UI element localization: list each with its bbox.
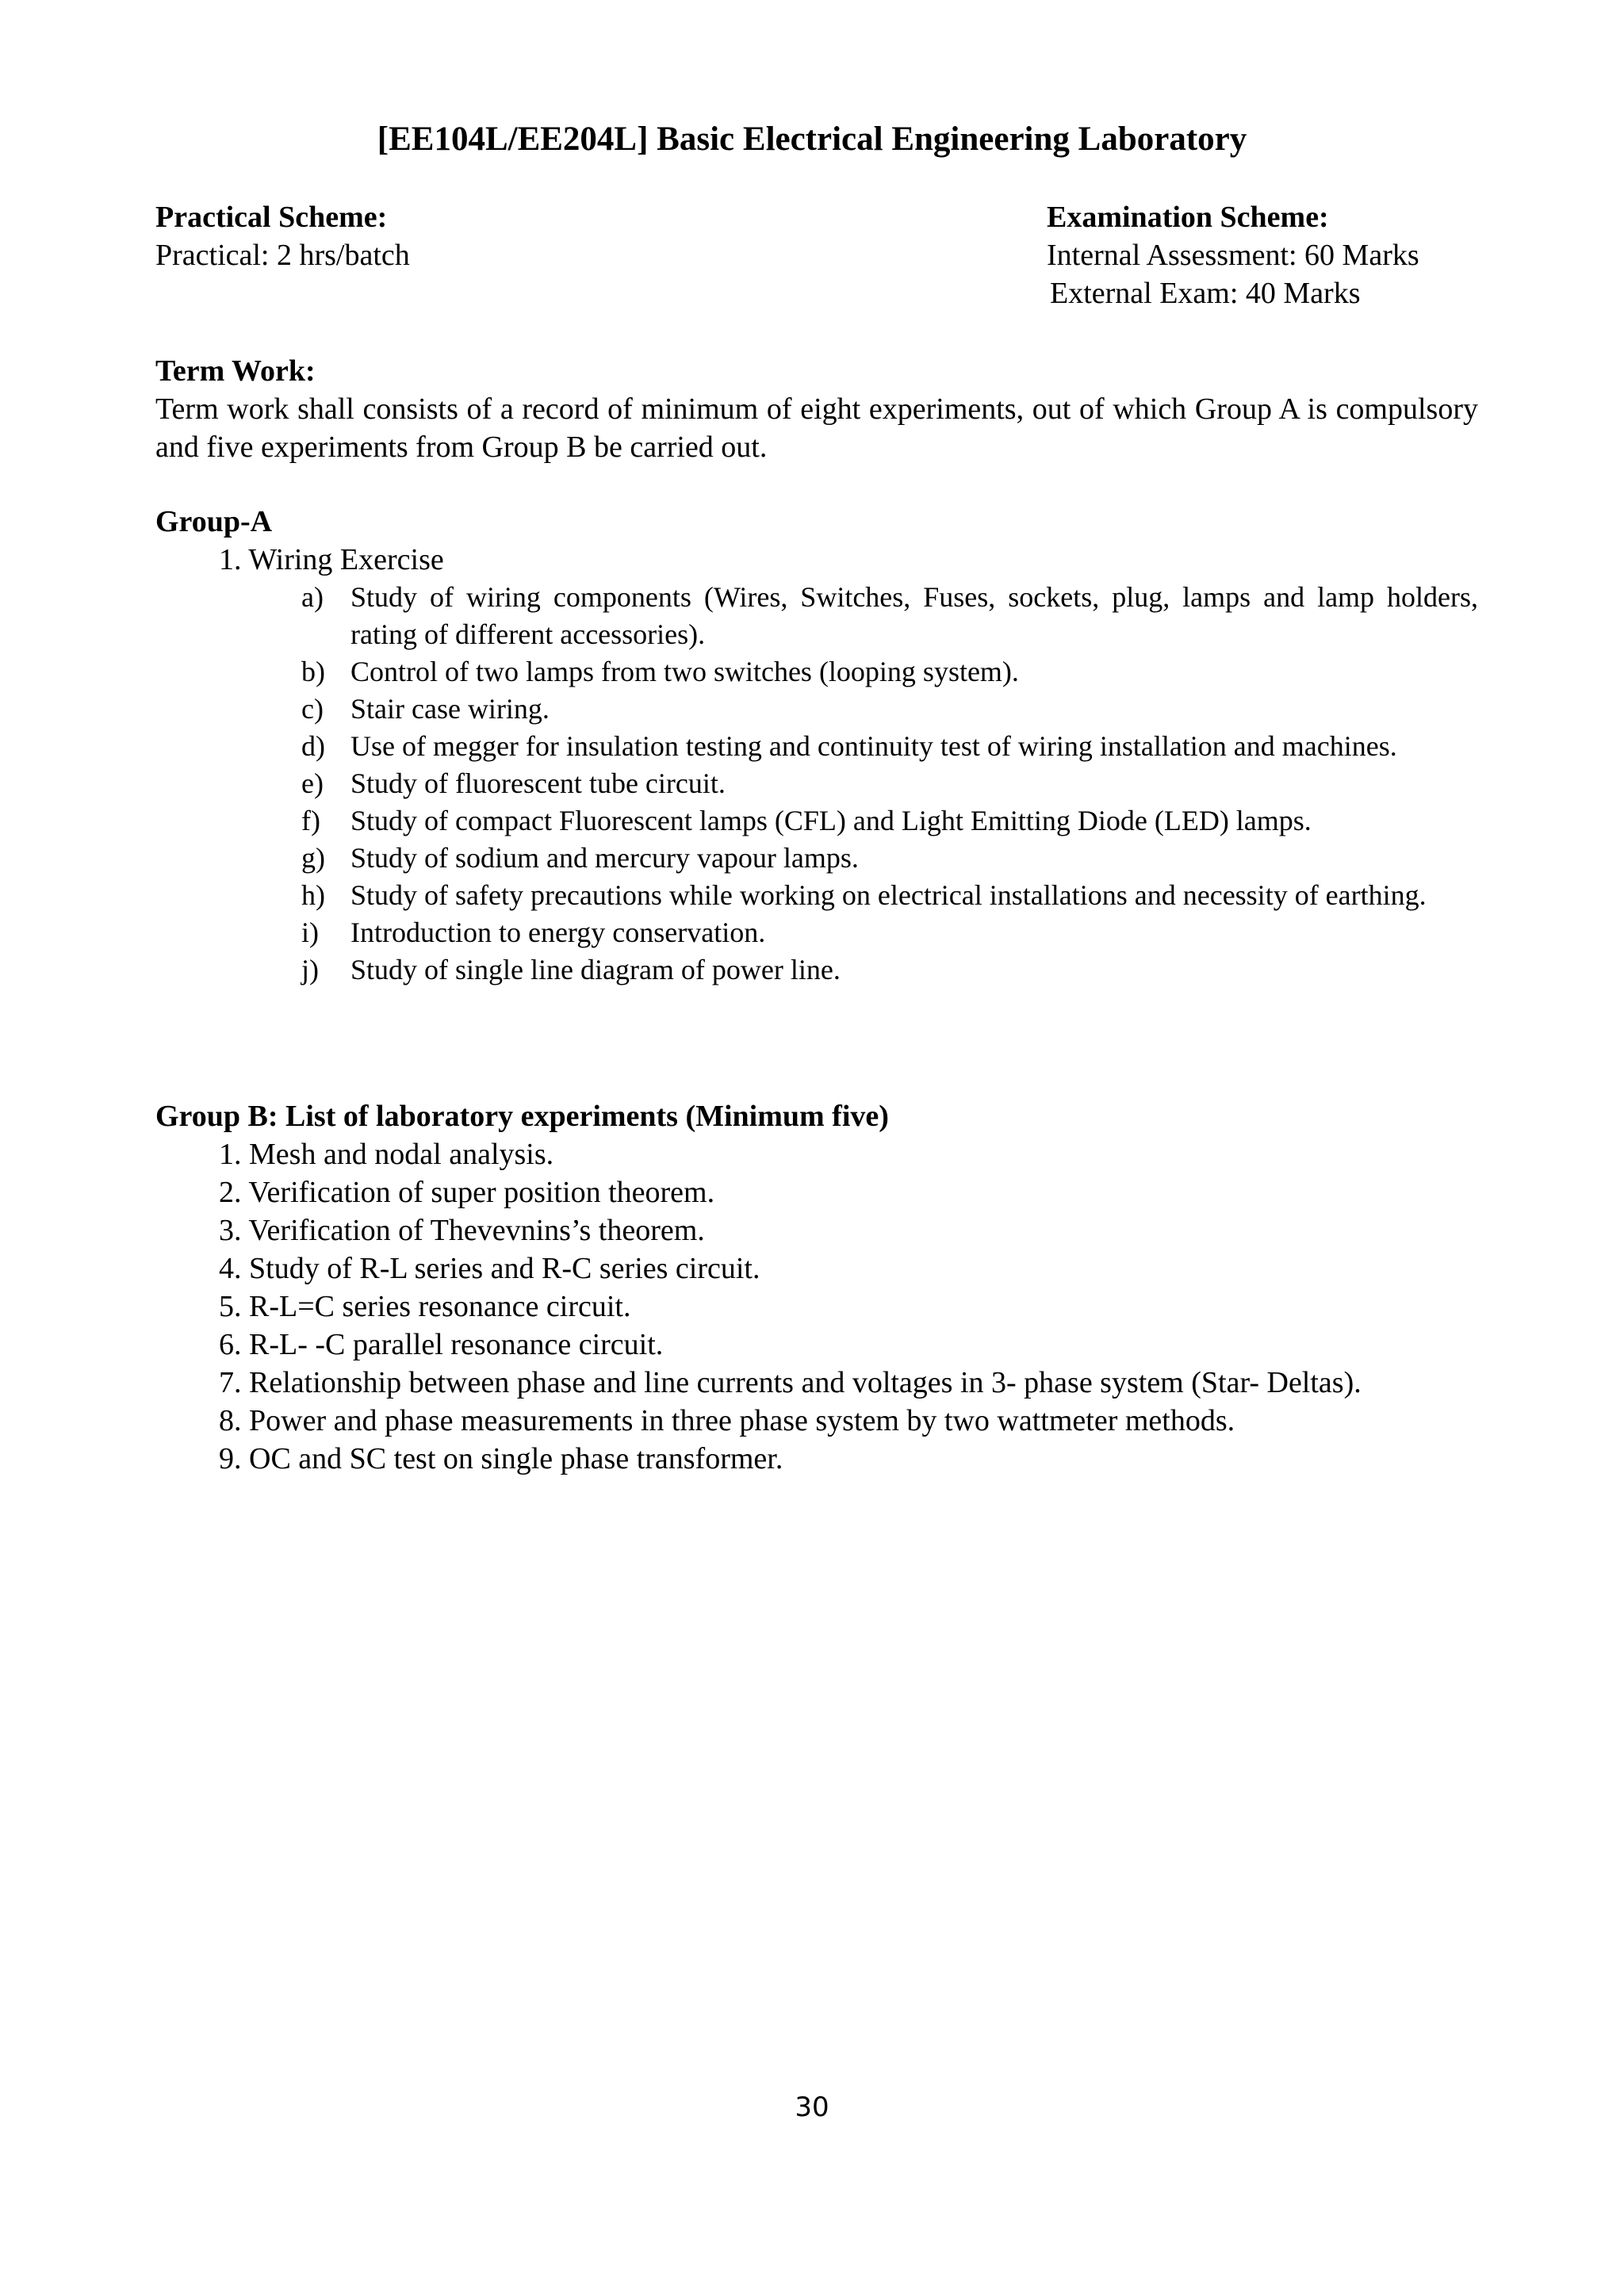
- practical-scheme-line: Practical: 2 hrs/batch: [155, 239, 410, 272]
- term-work-heading: Term Work:: [155, 354, 316, 388]
- list-marker: j): [301, 954, 319, 985]
- page-title: [EE104L/EE204L] Basic Electrical Engineering Laboratory: [377, 121, 1247, 158]
- list-item: 8. Power and phase measurements in three phase system by two wattmeter methods.: [219, 1404, 1235, 1437]
- list-item: 3. Verification of Thevevnins’s theorem.: [219, 1214, 705, 1247]
- list-item: [155, 728, 1478, 765]
- list-item: [155, 951, 1478, 989]
- list-item: [155, 914, 1478, 951]
- list-marker: d): [301, 730, 325, 762]
- group-a-section: [155, 503, 1478, 989]
- external-exam: External Exam: 40 Marks: [1050, 277, 1361, 310]
- list-item-text: Use of megger for insulation testing and continuity test of wiring installation and machines.: [350, 730, 1397, 762]
- group-b-section: [155, 1097, 1478, 1478]
- list-marker: h): [301, 879, 325, 911]
- list-marker: a): [301, 581, 324, 613]
- list-marker: e): [301, 767, 324, 799]
- group-b-list: [155, 1135, 1478, 1478]
- practical-scheme: [155, 198, 410, 274]
- list-marker: b): [301, 656, 325, 687]
- term-work-text: Term work shall consists of a record of minimum of eight experiments, out of which Group A is compulsory and five experiments from Group B be carried out.: [155, 392, 1478, 464]
- list-item-text: Control of two lamps from two switches (looping system).: [350, 656, 1019, 687]
- list-item: [155, 691, 1478, 728]
- list-item: 4. Study of R-L series and R-C series circuit.: [219, 1252, 760, 1285]
- list-item-text: Introduction to energy conservation.: [350, 916, 766, 948]
- list-item-text: Study of wiring components (Wires, Switches, Fuses, sockets, plug, lamps and lamp holders, rating of different accessories).: [350, 581, 1478, 650]
- list-item-text: Study of compact Fluorescent lamps (CFL) and Light Emitting Diode (LED) lamps.: [350, 805, 1312, 836]
- internal-assessment: Internal Assessment: 60 Marks: [1047, 239, 1419, 272]
- list-item-text: Study of sodium and mercury vapour lamps.: [350, 842, 859, 874]
- list-item: [155, 579, 1478, 653]
- group-b-heading: Group B: List of laboratory experiments (Minimum five): [155, 1100, 889, 1133]
- list-marker: f): [301, 805, 320, 836]
- list-item: [155, 840, 1478, 877]
- list-marker: i): [301, 916, 319, 948]
- list-item: 1. Mesh and nodal analysis.: [219, 1138, 554, 1171]
- list-item: 5. R-L=C series resonance circuit.: [219, 1290, 631, 1323]
- list-item: 9. OC and SC test on single phase transformer.: [219, 1442, 783, 1475]
- examination-scheme: [1047, 198, 1419, 312]
- examination-scheme-heading: Examination Scheme:: [1047, 201, 1329, 234]
- group-a-heading: Group-A: [155, 505, 273, 538]
- list-item: 7. Relationship between phase and line currents and voltages in 3- phase system (Star- Deltas).: [219, 1366, 1362, 1399]
- list-item: 2. Verification of super position theorem.: [219, 1176, 715, 1209]
- list-item-text: Study of single line diagram of power line.: [350, 954, 841, 985]
- list-item: [155, 653, 1478, 691]
- group-a-sub-list: [155, 579, 1478, 989]
- group-a-item-label: 1. Wiring Exercise: [219, 543, 444, 576]
- list-marker: g): [301, 842, 325, 874]
- page-number: 30: [795, 2091, 829, 2123]
- list-item: [155, 802, 1478, 840]
- list-item: [155, 877, 1478, 914]
- list-item-text: Study of fluorescent tube circuit.: [350, 767, 726, 799]
- list-item-text: Study of safety precautions while working on electrical installations and necessity of earthing.: [350, 879, 1427, 911]
- list-item-text: Stair case wiring.: [350, 693, 550, 725]
- list-item: 6. R-L- -C parallel resonance circuit.: [219, 1328, 664, 1361]
- list-marker: c): [301, 693, 324, 725]
- list-item: [155, 765, 1478, 802]
- term-work-section: [155, 352, 1478, 466]
- practical-scheme-heading: Practical Scheme:: [155, 201, 388, 234]
